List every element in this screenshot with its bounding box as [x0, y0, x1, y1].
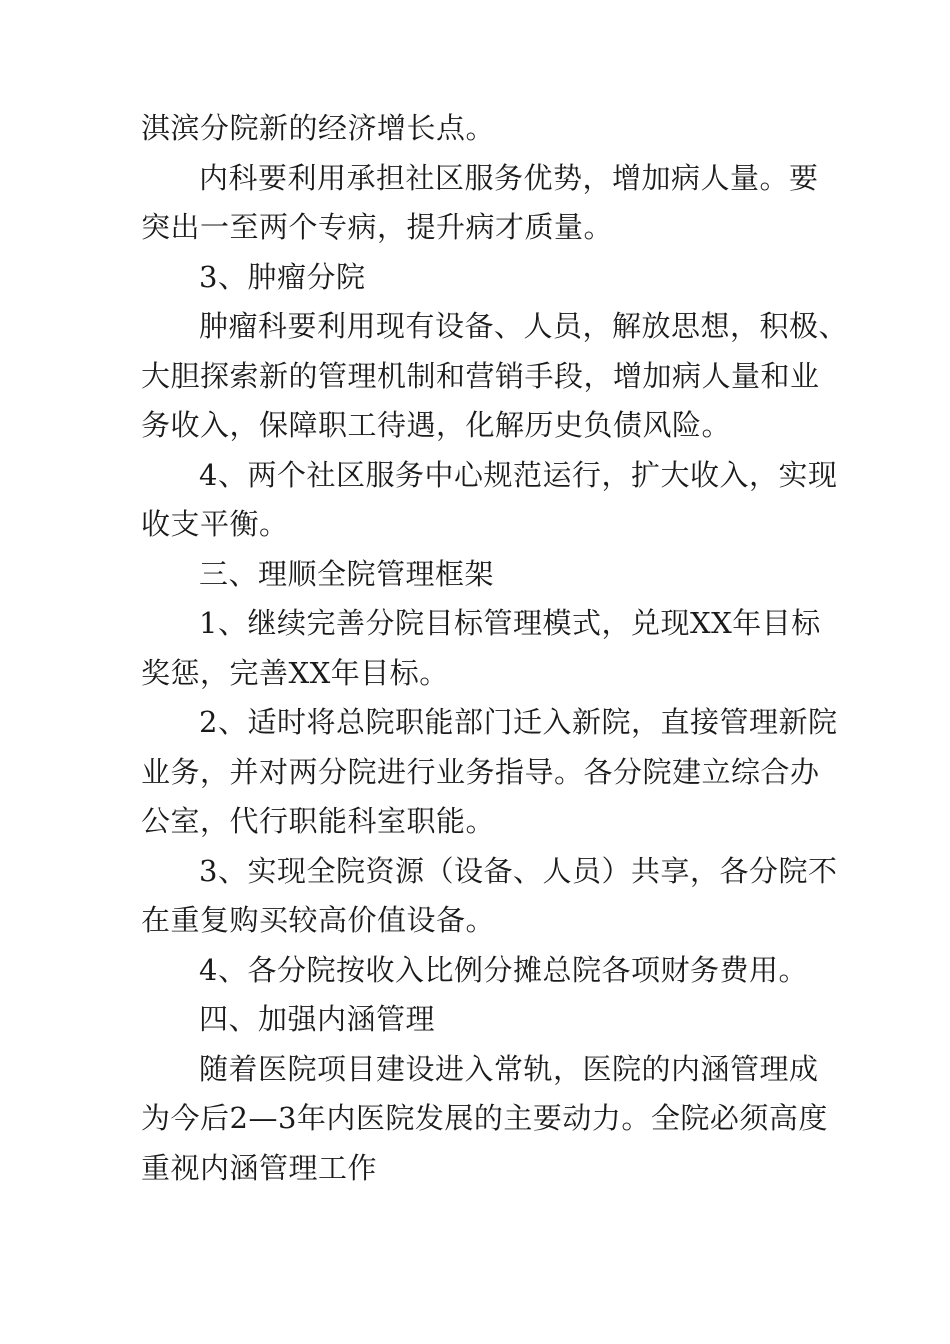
- text-line: 重视内涵管理工作: [141, 1150, 378, 1185]
- text-line: 公室，代行职能科室职能。: [141, 804, 496, 838]
- text-line: 突出一至两个专病，提升病才质量。: [141, 210, 614, 244]
- text-line: 收支平衡。: [141, 507, 289, 541]
- paragraph: [141, 946, 821, 996]
- text-line: 四、加强内涵管理: [199, 1002, 436, 1036]
- text-line: 在重复购买较高价值设备。: [141, 903, 496, 937]
- section-heading: [141, 995, 821, 1045]
- text-line: 1、继续完善分院目标管理模式，兑现XX年目标: [199, 606, 821, 640]
- text-line: 2、适时将总院职能部门迁入新院，直接管理新院: [199, 705, 838, 739]
- paragraph: [141, 154, 821, 253]
- paragraph: [141, 847, 838, 946]
- text-line: 3、肿瘤分院: [199, 259, 366, 294]
- text-line: 奖惩，完善XX年目标。: [141, 655, 449, 690]
- paragraph: [141, 302, 849, 451]
- section-heading: [141, 550, 821, 600]
- document-body: [141, 104, 849, 1193]
- paragraph: [141, 698, 838, 847]
- text-line: 务收入，保障职工待遇，化解历史负债风险。: [141, 408, 732, 442]
- section-heading: [141, 253, 821, 303]
- text-line: 4、两个社区服务中心规范运行，扩大收入，实现: [199, 457, 838, 492]
- text-line: 业务，并对两分院进行业务指导。各分院建立综合办: [141, 754, 820, 789]
- paragraph: [141, 104, 821, 154]
- text-line: 淇滨分院新的经济增长点。: [141, 111, 496, 145]
- paragraph: [141, 451, 838, 550]
- text-line: 内科要利用承担社区服务优势，增加病人量。要: [199, 160, 819, 195]
- text-line: 随着医院项目建设进入常轨，医院的内涵管理成: [199, 1051, 819, 1086]
- text-line: 3、实现全院资源（设备、人员）共享，各分院不: [199, 853, 838, 888]
- paragraph: [141, 1045, 828, 1194]
- text-line: 三、理顺全院管理框架: [199, 556, 495, 591]
- paragraph: [141, 599, 821, 698]
- text-line: 大胆探索新的管理机制和营销手段，增加病人量和业: [141, 358, 820, 393]
- text-line: 肿瘤科要利用现有设备、人员，解放思想，积极、: [199, 309, 849, 343]
- text-line: 为今后2—3年内医院发展的主要动力。全院必须高度: [141, 1101, 828, 1135]
- text-line: 4、各分院按收入比例分摊总院各项财务费用。: [199, 952, 808, 987]
